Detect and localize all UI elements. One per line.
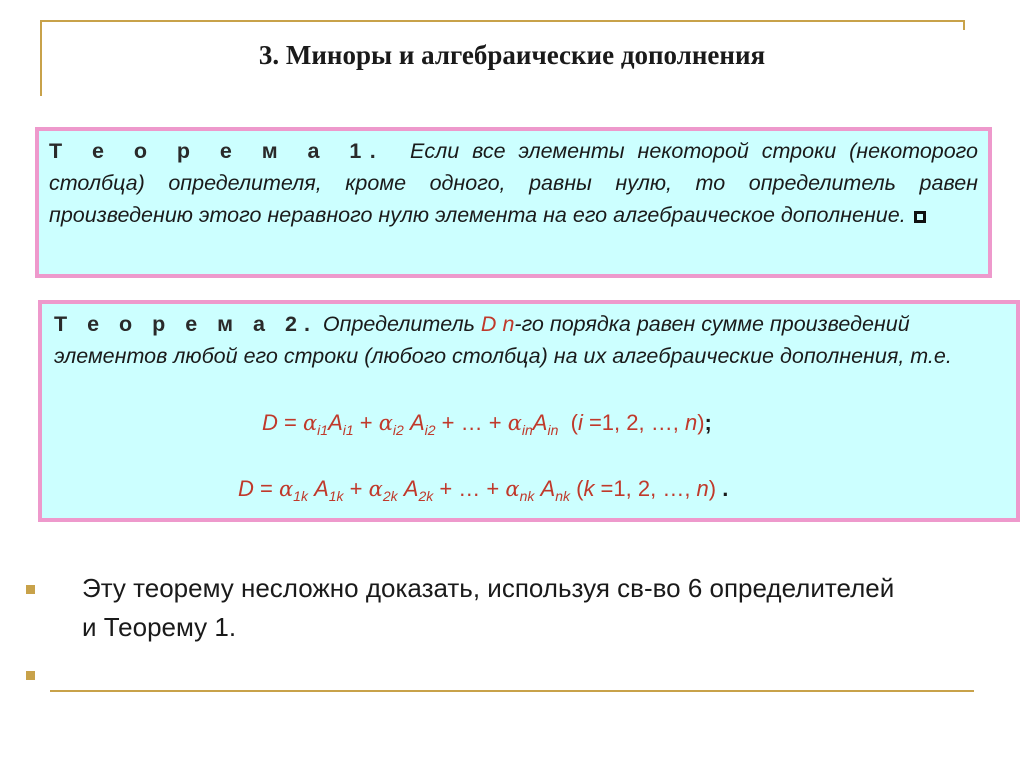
formula-2-tail: .	[722, 476, 729, 501]
frame-top-line	[40, 20, 965, 22]
qed-square-icon	[914, 211, 926, 223]
theorem-2-box	[38, 300, 1020, 522]
bottom-rule-line	[50, 690, 974, 692]
frame-corner-tick	[963, 20, 965, 30]
row-expansion-formula: $D = \alpha_{i1}A_{i1} + \alpha_{i2}$ $A_{i2}$ + … + $\alpha_{in}A_{in}$ (i =1, 2, …, n);	[262, 410, 712, 438]
theorem-1-body	[49, 135, 978, 231]
theorem-2-text-before: Определитель	[322, 312, 475, 336]
theorem-2-lead: Т е о р е м а 2.	[54, 312, 317, 336]
theorem-1-text: Если все элементы некоторой строки (некоторого столбца) определителя, кроме одного, равны нулю, то определитель равен произведению этого неравного нулю элемента на его алгебраическое дополнение.	[49, 139, 979, 227]
formula-1-tail: ;	[704, 410, 712, 435]
bullet-item-text: Эту теорему несложно доказать, используя св-во 6 определителей и Теорему 1.	[82, 573, 895, 642]
theorem-1-box	[35, 127, 992, 278]
bullet-square-icon	[26, 671, 35, 680]
bullet-square-icon	[26, 585, 35, 594]
slide-title: 3. Миноры и алгебраические дополнения	[258, 40, 766, 70]
theorem-1-lead: Т е о р е м а 1.	[49, 139, 385, 163]
theorem-2-body	[54, 308, 1006, 372]
theorem-2-text-after: -го порядка равен сумме произведений элементов любой его строки (любого столбца) на их алгебраические дополнения, т.е.	[54, 312, 952, 368]
theorem-2-var-n: n	[502, 312, 515, 336]
theorem-2-var-d: D	[480, 312, 497, 336]
column-expansion-formula: $D = \alpha_{1k}$ $A_{1k} + \alpha_{2k}$ $A_{2k}$ + … + $\alpha_{nk}$ $A_{nk}$ (k =1, 2, …, n) .	[238, 476, 729, 504]
